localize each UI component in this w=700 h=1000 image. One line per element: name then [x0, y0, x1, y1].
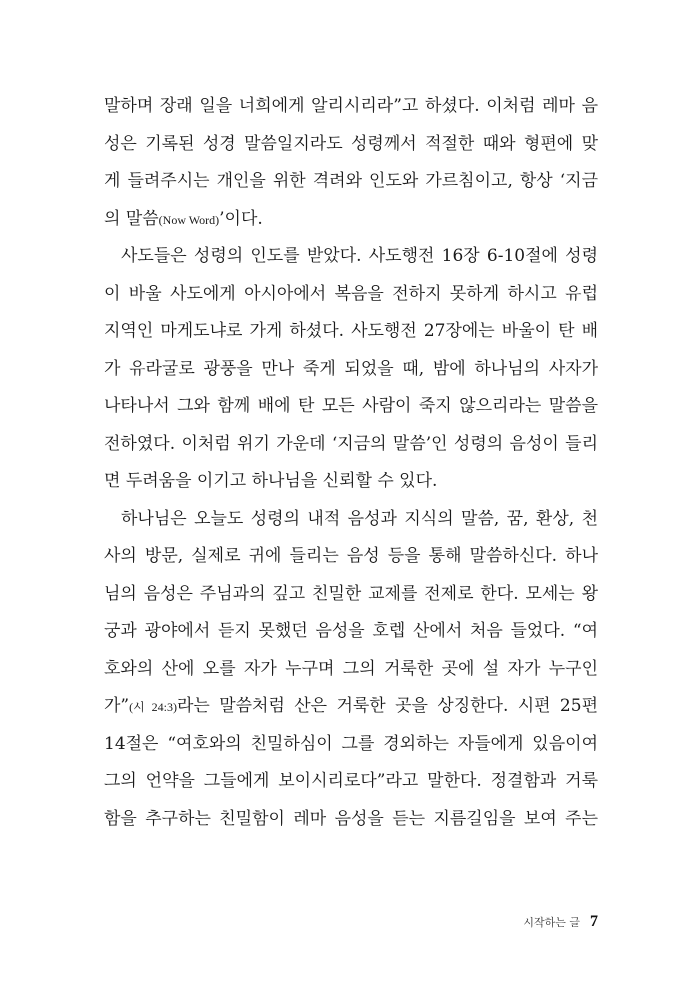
text-line: 그의 언약을 그들에게 보이시리로다”라고 말한다. 정결함과 거룩 [104, 771, 598, 791]
text-run: 가” [104, 696, 130, 716]
page-footer [523, 912, 598, 932]
body-text [104, 88, 598, 838]
text-line: 말하며 장래 일을 너희에게 알리시리라”고 하셨다. 이처럼 레마 음 [104, 96, 598, 116]
text-line: 님의 음성은 주님과의 깊고 친밀한 교제를 전제로 한다. 모세는 왕 [104, 583, 598, 604]
text-line: 가 유라굴로 광풍을 만나 죽게 되었을 때, 밤에 하나님의 사자가 [104, 358, 598, 379]
text-line: 지역인 마게도냐로 가게 하셨다. 사도행전 27장에는 바울이 탄 배 [104, 321, 598, 341]
running-title: 시작하는 글 [523, 916, 580, 929]
text-line [104, 688, 598, 726]
text-line: 궁과 광야에서 듣지 못했던 음성을 호렙 산에서 처음 들었다. “여 [104, 621, 598, 641]
text-line: 전하였다. 이처럼 위기 가운데 ‘지금의 말씀’인 성령의 음성이 들리 [104, 433, 598, 454]
text-run: ’이다. [219, 208, 263, 229]
text-line: 나타나서 그와 함께 배에 탄 모든 사람이 죽지 않으리라는 말씀을 [104, 396, 598, 416]
text-run: 라는 말씀처럼 산은 거룩한 곳을 상징한다. 시편 25편 [177, 696, 598, 716]
text-line: 이 바울 사도에게 아시아에서 복음을 전하지 못하게 하시고 유럽 [104, 283, 598, 304]
text-line: 성은 기록된 성경 말씀일지라도 성령께서 적절한 때와 형편에 맞 [104, 133, 598, 154]
text-line: 함을 추구하는 친밀함이 레마 음성을 듣는 지름길임을 보여 주는 [104, 808, 598, 829]
text-line: 하나님은 오늘도 성령의 내적 음성과 지식의 말씀, 꿈, 환상, 천 [121, 508, 598, 529]
text-line: 게 들려주시는 개인을 위한 격려와 인도와 가르침이고, 항상 ‘지금 [104, 171, 598, 191]
text-line: 호와의 산에 오를 자가 누구며 그의 거룩한 곳에 설 자가 누구인 [104, 658, 598, 679]
text-line: 면 두려움을 이기고 하나님을 신뢰할 수 있다. [104, 471, 438, 491]
text-line: 사의 방문, 실제로 귀에 들리는 음성 등을 통해 말씀하신다. 하나 [104, 546, 598, 566]
annotation: (Now Word) [158, 212, 220, 227]
text-line [104, 201, 598, 239]
text-run: 의 말씀 [104, 208, 159, 229]
text-line: 사도들은 성령의 인도를 받았다. 사도행전 16장 6-10절에 성령 [121, 246, 598, 266]
annotation: (시 24:3) [129, 700, 177, 714]
page-number: 7 [590, 913, 598, 930]
text-line: 14절은 “여호와의 친밀하심이 그를 경외하는 자들에게 있음이여 [104, 733, 598, 754]
